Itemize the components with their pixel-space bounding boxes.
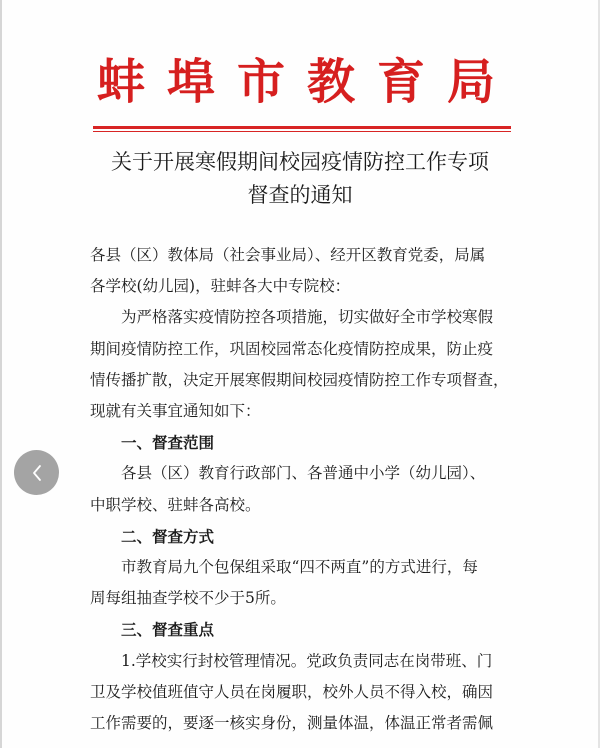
masthead-red-rule — [93, 126, 511, 129]
body-line-paragraph: 卫及学校值班值守人员在岗履职，校外人员不得入校，确因 — [90, 682, 494, 701]
section-heading-focus: 三、督查重点 — [121, 620, 215, 640]
body-line-salutation-cont: 各学校(幼儿园)，驻蚌各大中专院校： — [90, 277, 351, 296]
body-line-paragraph: 为严格落实疫情防控各项措施，切实做好全市学校寒假 — [121, 308, 494, 327]
page-left-edge — [0, 0, 2, 748]
document-title — [0, 146, 600, 212]
masthead-red-rule-thin — [93, 131, 511, 132]
body-line-paragraph: 期间疫情防控工作，巩固校园常态化疫情防控成果，防止疫 — [90, 339, 494, 358]
body-line-paragraph: 周每组抽查学校不少于5所。 — [90, 589, 286, 608]
section-heading-method: 二、督查方式 — [121, 526, 215, 546]
body-line-paragraph: 各县（区）教育行政部门、各普通中小学（幼儿园）、 — [121, 464, 486, 483]
document-title-line-1: 关于开展寒假期间校园疫情防控工作专项 — [111, 150, 489, 174]
body-line-salutation: 各县（区）教体局（社会事业局）、经开区教育党委，局属 — [90, 246, 486, 264]
body-line-paragraph: 情传播扩散，决定开展寒假期间校园疫情防控工作专项督查， — [90, 370, 509, 389]
body-line-paragraph: 1.学校实行封校管理情况。党政负责同志在岗带班、门 — [121, 651, 493, 670]
body-line-paragraph: 市教育局九个包保组采取“四不两直”的方式进行，每 — [121, 558, 478, 577]
document-body — [90, 240, 530, 739]
chevron-left-icon — [30, 463, 44, 483]
body-line-paragraph: 中职学校、驻蚌各高校。 — [90, 495, 261, 514]
body-line-paragraph: 工作需要的，要逐一核实身份，测量体温，体温正常者需佩 — [90, 714, 494, 733]
masthead-title: 蚌埠市教育局 — [96, 54, 517, 110]
document-title-line-2: 督查的通知 — [247, 183, 353, 207]
body-line-paragraph: 现就有关事宜通知如下： — [90, 402, 261, 421]
section-heading-scope: 一、督查范围 — [121, 433, 215, 453]
back-button[interactable] — [14, 450, 59, 495]
